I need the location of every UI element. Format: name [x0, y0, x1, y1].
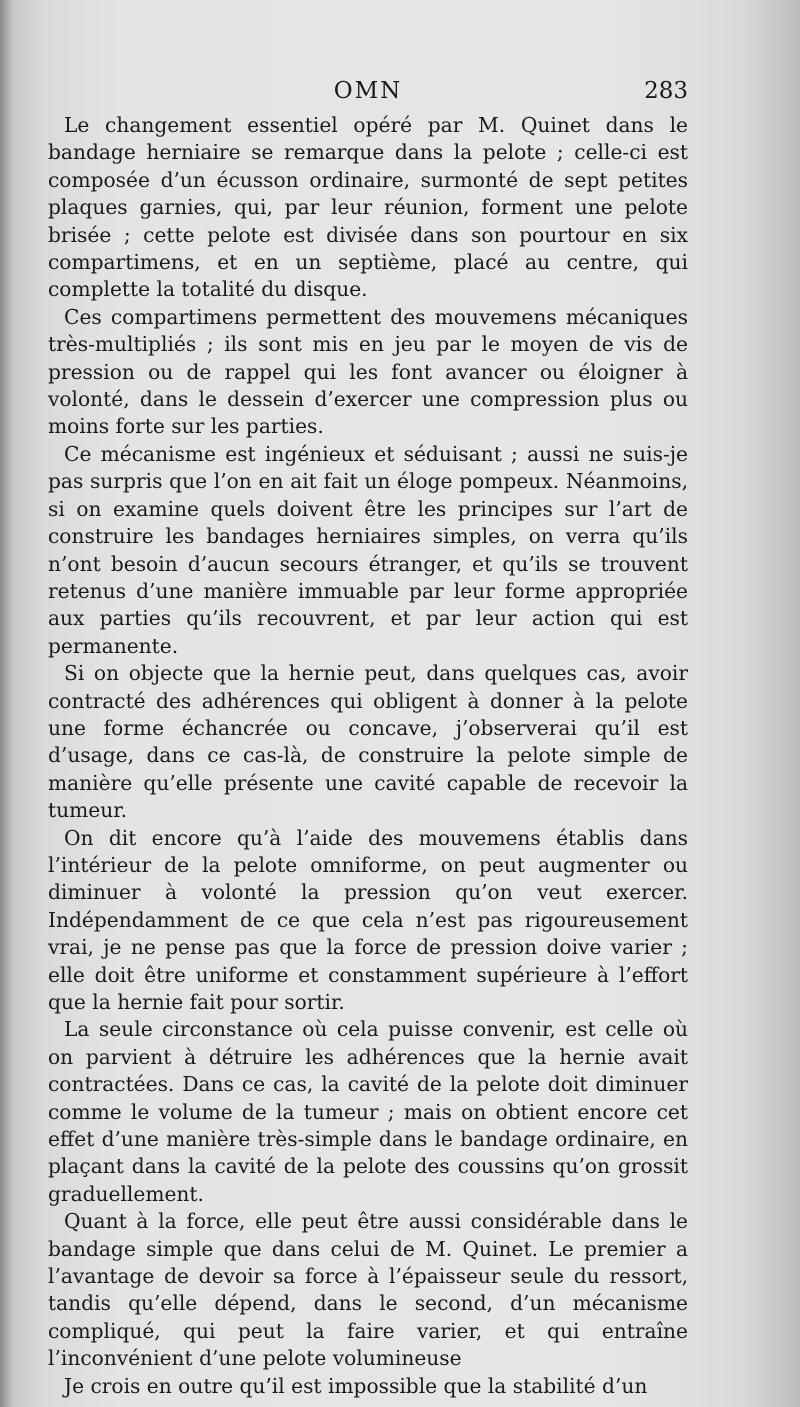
paragraph: Si on objecte que la hernie peut, dans quelques cas, avoir contracté des adhérences qui obligent à donner à la pelote une forme échancrée ou concave, j’observerai qu’il est d’usage, dans ce cas-là, de construire la pelote simple de manière qu’elle présente une cavité capable de recevoir la tumeur. — [48, 661, 688, 823]
paragraph: Quant à la force, elle peut être aussi considérable dans le bandage simple que dans celui de M. Quinet. Le premier a l’avantage de devoir sa force à l’épaisseur seule du ressort, tandis qu’elle dépend, dans le second, d’un mécanisme compliqué, qui peut la faire varier, et qui entraîne l’inconvénient d’une pelote volumineuse — [48, 1209, 688, 1371]
paragraph: Le changement essentiel opéré par M. Quinet dans le bandage herniaire se remarque dans la pelote ; celle-ci est composée d’un écusson ordinaire, surmonté de sept petites plaques garnies, qui, par leur réunion, forment une pelote brisée ; cette pelote est divisée dans son pourtour en six compartimens, et en un septième, placé au centre, qui complette la totalité du disque. — [48, 113, 688, 302]
paragraph: On dit encore qu’à l’aide des mouvemens établis dans l’intérieur de la pelote omniforme, on peut augmenter ou diminuer à volonté la pression qu’on veut exercer. Indépendamment de ce que cela n’est pas rigoureusement vrai, je ne pense pas que la force de pression doive varier ; elle doit être uniforme et constamment supérieure à l’effort que la hernie fait pour sortir. — [48, 825, 688, 1014]
running-head: OMN — [333, 78, 403, 104]
paragraph: Je crois en outre qu’il est impossible que la stabilité d’un — [64, 1373, 648, 1398]
page-number: 283 — [644, 78, 688, 104]
page-header — [48, 78, 688, 108]
paragraph: La seule circonstance où cela puisse convenir, est celle où on parvient à détruire les adhérences que la hernie avait contractées. Dans ce cas, la cavité de la pelote doit diminuer comme le volume de la tumeur ; mais on obtient encore cet effet d’une manière très-simple dans le bandage ordinaire, en plaçant dans la cavité de la pelote des coussins qu’on grossit graduellement. — [48, 1017, 688, 1206]
paragraph: Ce mécanisme est ingénieux et séduisant ; aussi ne suis-je pas surpris que l’on en ait fait un éloge pompeux. Néanmoins, si on examine quels doivent être les principes sur l’art de construire les bandages herniaires simples, on verra qu’ils n’ont besoin d’aucun secours étranger, et qu’ils se trouvent retenus d’une manière immuable par leur forme appropriée aux parties qu’ils recouvrent, et par leur action qui est permanente. — [48, 441, 688, 658]
paragraph: Ces compartimens permettent des mouvemens mécaniques très-multipliés ; ils sont mis en jeu par le moyen de vis de pression ou de rappel qui les font avancer ou éloigner à volonté, dans le dessein d’exercer une compression plus ou moins forte sur les parties. — [48, 304, 688, 439]
body-text — [48, 112, 688, 1400]
